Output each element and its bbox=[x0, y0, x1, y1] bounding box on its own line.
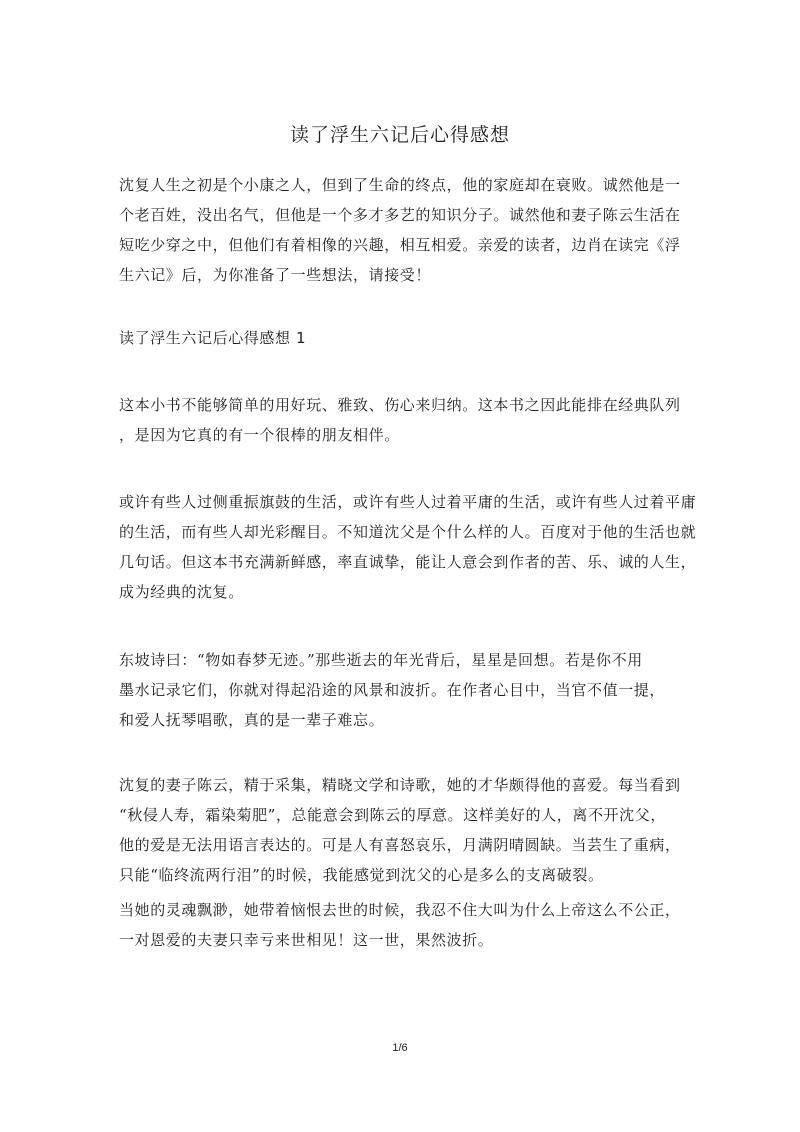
text-line: 生六记》后，为你准备了一些想法，请接受！ bbox=[119, 266, 432, 284]
body-paragraph-4 bbox=[119, 770, 699, 890]
body-paragraph-1 bbox=[119, 390, 699, 450]
text-line: 几句话。但这本书充满新鲜感，率直诚挚，能让人意会到作者的苦、乐、诚的人生， bbox=[119, 553, 697, 571]
body-paragraph-5 bbox=[119, 895, 699, 955]
intro-paragraph bbox=[119, 170, 699, 290]
text-line: 短吃少穿之中，但他们有着相像的兴趣，相互相爱。亲爱的读者，边肖在读完《浮 bbox=[119, 236, 681, 254]
text-line: 东坡诗曰：“物如春梦无迹。”那些逝去的年光背后，星星是回想。若是你不用 bbox=[119, 651, 643, 669]
page-number: 1/6 bbox=[392, 1042, 408, 1054]
text-line: 只能“临终流两行泪”的时候，我能感觉到沈父的心是多么的支离破裂。 bbox=[119, 866, 604, 884]
text-line: 的生活，而有些人却光彩醒目。不知道沈父是个什么样的人。百度对于他的生活也就 bbox=[119, 523, 697, 541]
text-line: 和爱人抚琴唱歌，真的是一辈子难忘。 bbox=[119, 711, 385, 729]
text-line: 沈复的妻子陈云，精于采集，精晓文学和诗歌，她的才华颇得他的喜爱。每当看到 bbox=[119, 776, 681, 794]
text-line: 成为经典的沈复。 bbox=[119, 583, 244, 601]
body-paragraph-2 bbox=[119, 487, 699, 607]
body-paragraph-3 bbox=[119, 645, 699, 735]
text-line: “秋侵人寿，霜染菊肥”，总能意会到陈云的厚意。这样美好的人，离不开沈父， bbox=[119, 806, 666, 824]
text-line: 或许有些人过侧重振旗鼓的生活，或许有些人过着平庸的生活，或许有些人过着平庸 bbox=[119, 493, 697, 511]
section-heading: 读了浮生六记后心得感想 1 bbox=[119, 329, 307, 347]
text-line: 他的爱是无法用语言表达的。可是人有喜怒哀乐，月满阴晴圆缺。当芸生了重病， bbox=[119, 836, 681, 854]
text-line: 这本小书不能够简单的用好玩、雅致、伤心来归纳。这本书之因此能排在经典队列 bbox=[119, 396, 681, 414]
text-line: 一对恩爱的夫妻只幸亏来世相见！这一世，果然波折。 bbox=[119, 931, 494, 949]
text-line: 当她的灵魂飘渺，她带着恼恨去世的时候，我忍不住大叫为什么上帝这么不公正， bbox=[119, 901, 681, 919]
text-line: 墨水记录它们，你就对得起沿途的风景和波折。在作者心目中，当官不值一提， bbox=[119, 681, 666, 699]
page-title: 读了浮生六记后心得感想 bbox=[289, 124, 510, 146]
text-line: 沈复人生之初是个小康之人，但到了生命的终点，他的家庭却在衰败。诚然他是一 bbox=[119, 176, 681, 194]
text-line: ，是因为它真的有一个很棒的朋友相伴。 bbox=[119, 426, 400, 444]
text-line: 个老百姓，没出名气，但他是一个多才多艺的知识分子。诚然他和妻子陈云生活在 bbox=[119, 206, 681, 224]
